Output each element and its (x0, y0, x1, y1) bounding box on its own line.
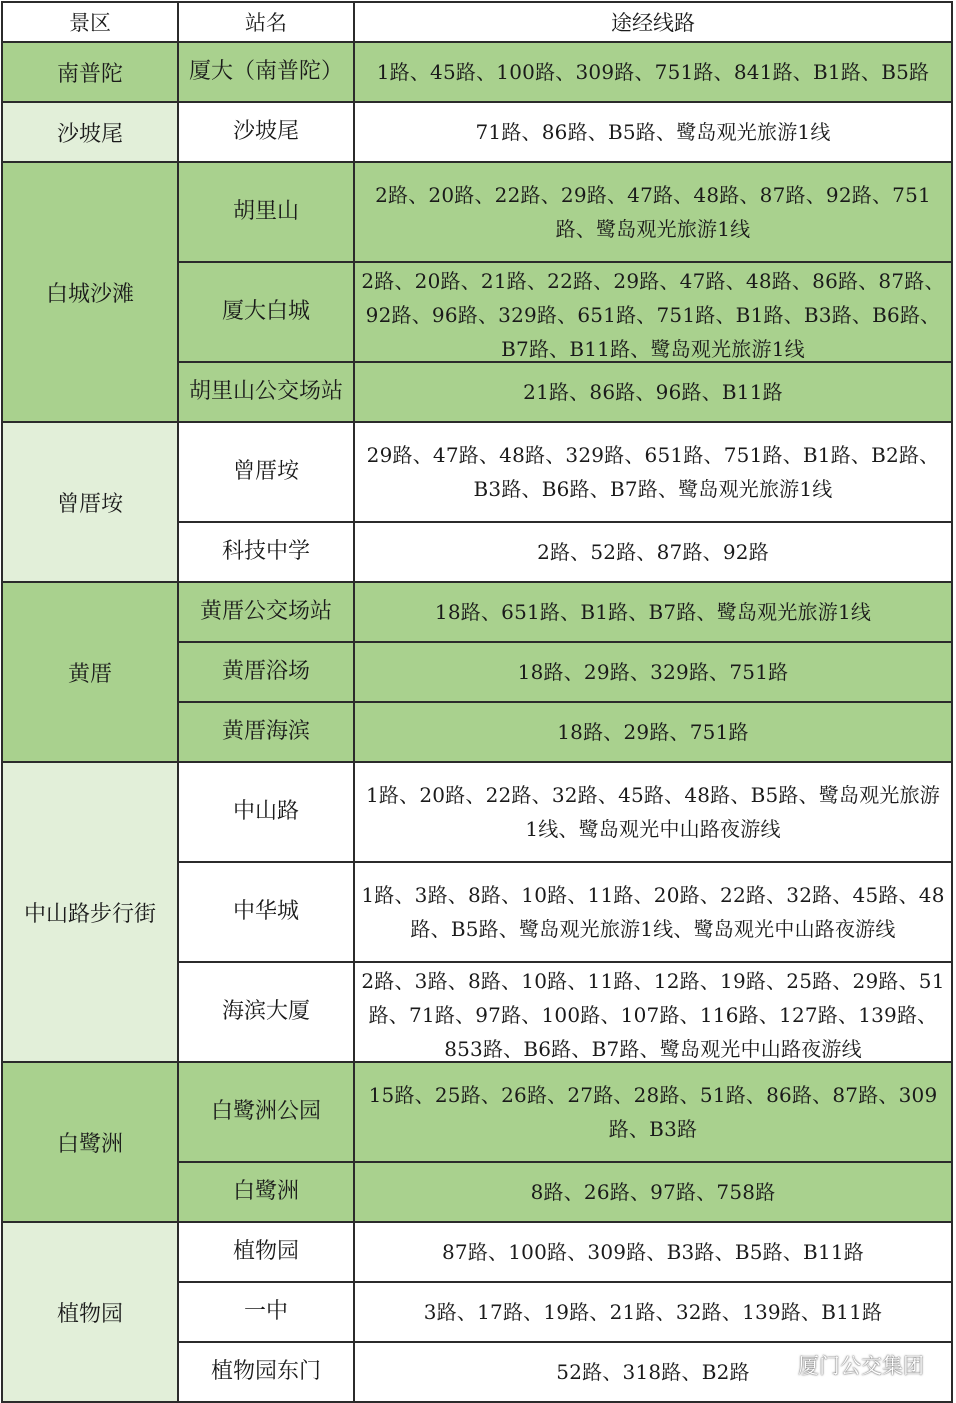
route-list-cell (354, 162, 952, 262)
table-row (2, 1222, 952, 1282)
station-cell (178, 422, 354, 522)
station-cell (178, 522, 354, 582)
route-list-cell (354, 862, 952, 962)
station-name: 植物园 (185, 1235, 347, 1269)
route-list: 18路、29路、751路 (361, 715, 945, 749)
route-list-cell (354, 1282, 952, 1342)
header-station: 站名 (178, 2, 354, 42)
table-header-row (2, 2, 952, 42)
station-cell (178, 262, 354, 362)
route-list: 71路、86路、B5路、鹭岛观光旅游1线 (361, 115, 945, 149)
route-list: 15路、25路、26路、27路、28路、51路、86路、87路、309路、B3路 (361, 1078, 945, 1146)
scenic-area-cell: 黄厝 (2, 582, 178, 762)
station-name: 一中 (185, 1295, 347, 1329)
route-list: 2路、20路、21路、22路、29路、47路、48路、86路、87路、92路、96路、329路、651路、751路、B1路、B3路、B6路、B7路、B11路、鹭岛观光旅游1线 (361, 264, 945, 360)
scenic-area-cell: 沙坡尾 (2, 102, 178, 162)
route-list-cell (354, 362, 952, 422)
station-name: 黄厝公交场站 (185, 595, 347, 629)
route-list: 87路、100路、309路、B3路、B5路、B11路 (361, 1235, 945, 1269)
route-list: 2路、52路、87路、92路 (361, 535, 945, 569)
route-list: 18路、29路、329路、751路 (361, 655, 945, 689)
route-list-cell (354, 422, 952, 522)
route-list-cell (354, 702, 952, 762)
station-name: 白鹭洲 (185, 1175, 347, 1209)
station-name: 植物园东门 (185, 1355, 347, 1389)
station-cell (178, 1342, 354, 1402)
station-cell (178, 1222, 354, 1282)
station-name: 科技中学 (185, 535, 347, 569)
route-list: 2路、3路、8路、10路、11路、12路、19路、25路、29路、51路、71路、97路、100路、107路、116路、127路、139路、853路、B6路、B7路、鹭岛观光中山路夜游线 (361, 964, 945, 1060)
station-name: 白鹭洲公园 (185, 1095, 347, 1129)
station-name: 厦大白城 (185, 295, 347, 329)
scenic-area-cell: 白城沙滩 (2, 162, 178, 422)
station-cell (178, 1062, 354, 1162)
table-row (2, 422, 952, 522)
table-row (2, 162, 952, 262)
route-list-cell (354, 262, 952, 362)
bus-route-table (1, 1, 953, 1403)
scenic-area-cell: 植物园 (2, 1222, 178, 1402)
table-row (2, 762, 952, 862)
route-list-cell (354, 642, 952, 702)
station-cell (178, 1162, 354, 1222)
station-name: 中山路 (185, 795, 347, 829)
station-name: 胡里山 (185, 195, 347, 229)
station-name: 黄厝浴场 (185, 655, 347, 689)
station-cell (178, 102, 354, 162)
route-list: 3路、17路、19路、21路、32路、139路、B11路 (361, 1295, 945, 1329)
route-list-cell (354, 1062, 952, 1162)
watermark-text: 厦门公交集团 (798, 1350, 924, 1380)
route-list-cell (354, 582, 952, 642)
route-list: 2路、20路、22路、29路、47路、48路、87路、92路、751路、鹭岛观光旅游1线 (361, 178, 945, 246)
table-row (2, 582, 952, 642)
scenic-area-cell: 中山路步行街 (2, 762, 178, 1062)
route-list-cell (354, 962, 952, 1062)
table-row (2, 42, 952, 102)
station-cell (178, 362, 354, 422)
scenic-area-cell: 白鹭洲 (2, 1062, 178, 1222)
route-list: 8路、26路、97路、758路 (361, 1175, 945, 1209)
route-list-cell (354, 102, 952, 162)
route-list-cell (354, 1162, 952, 1222)
station-cell (178, 762, 354, 862)
route-list: 1路、45路、100路、309路、751路、841路、B1路、B5路 (361, 55, 945, 89)
station-cell (178, 642, 354, 702)
station-name: 沙坡尾 (185, 115, 347, 149)
station-cell (178, 162, 354, 262)
route-list-cell (354, 1222, 952, 1282)
wechat-icon (764, 1354, 790, 1376)
watermark (764, 1350, 924, 1380)
header-lines: 途经线路 (354, 2, 952, 42)
station-name: 中华城 (185, 895, 347, 929)
station-name: 厦大（南普陀） (185, 55, 347, 89)
station-cell (178, 702, 354, 762)
route-list: 21路、86路、96路、B11路 (361, 375, 945, 409)
table-body (2, 42, 952, 1402)
table-row (2, 102, 952, 162)
route-list: 18路、651路、B1路、B7路、鹭岛观光旅游1线 (361, 595, 945, 629)
route-list-cell (354, 522, 952, 582)
table-row (2, 1062, 952, 1162)
scenic-area-cell: 南普陀 (2, 42, 178, 102)
station-cell (178, 42, 354, 102)
station-name: 黄厝海滨 (185, 715, 347, 749)
route-list: 52路、318路、B2路 (361, 1355, 945, 1389)
station-name: 胡里山公交场站 (185, 375, 347, 409)
route-list-cell (354, 762, 952, 862)
station-cell (178, 1282, 354, 1342)
route-list: 1路、20路、22路、32路、45路、48路、B5路、鹭岛观光旅游1线、鹭岛观光中山路夜游线 (361, 778, 945, 846)
route-list-cell (354, 42, 952, 102)
station-cell (178, 862, 354, 962)
route-list: 29路、47路、48路、329路、651路、751路、B1路、B2路、B3路、B6路、B7路、鹭岛观光旅游1线 (361, 438, 945, 506)
station-name: 海滨大厦 (185, 995, 347, 1029)
scenic-area-cell: 曾厝垵 (2, 422, 178, 582)
station-cell (178, 962, 354, 1062)
station-cell (178, 582, 354, 642)
route-list: 1路、3路、8路、10路、11路、20路、22路、32路、45路、48路、B5路、鹭岛观光旅游1线、鹭岛观光中山路夜游线 (361, 878, 945, 946)
station-name: 曾厝垵 (185, 455, 347, 489)
header-area: 景区 (2, 2, 178, 42)
